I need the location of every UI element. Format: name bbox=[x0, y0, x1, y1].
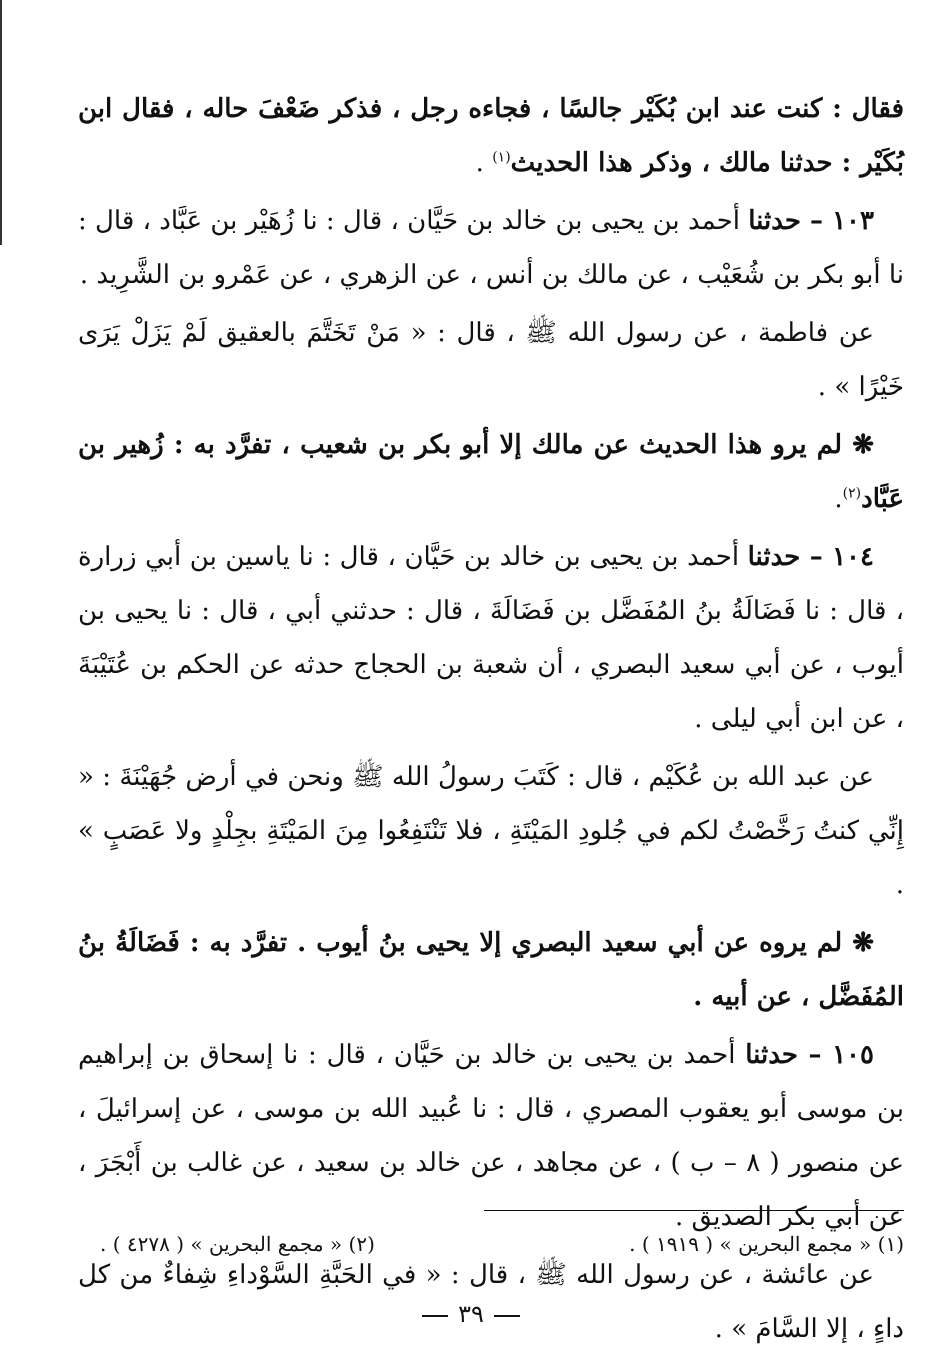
hadith-104-isnad: أحمد بن يحيى بن خالد بن حَيَّان ، قال : نا ياسين بن أبي زرارة ، قال : نا فَضَالَةُ بنُ المُفَضَّل بن فَضَالَةَ ، قال : حدثني أبي ، قال : نا يحيى بن أيوب ، عن أبي سعيد البصري ، أن شعبة بن الحجاج حدثه عن الحكم بن عُتَيْبَةَ ، عن ابن أبي ليلى . bbox=[78, 542, 904, 734]
hadith-105-matn-text: عن عائشة ، عن رسول الله ﷺ ، قال : « في الحَبَّةِ السَّوْداءِ شِفاءٌ من كل داءٍ ، إلا السَّامَ » . bbox=[78, 1260, 904, 1344]
paragraph-1-bold: فقال : كنت عند ابن بُكَيْر جالسًا ، فجاءه رجل ، فذكر ضَعْفَ حاله ، فقال ابن بُكَيْر : حدثنا مالك ، وذكر هذا الحديث bbox=[78, 94, 904, 178]
paragraph-1 bbox=[78, 82, 904, 190]
document-body bbox=[78, 82, 904, 1360]
hadith-103-number: ١٠٣ – حدثنا bbox=[748, 206, 874, 236]
comment-104 bbox=[78, 916, 904, 1024]
page-number-dash-left bbox=[422, 1315, 448, 1317]
page-number-dash-right bbox=[494, 1315, 520, 1317]
page-number: ٣٩ bbox=[458, 1300, 484, 1328]
footnote-separator bbox=[484, 1210, 904, 1211]
footnote-2: (٢) « مجمع البحرين » ( ٤٢٧٨ ) . bbox=[100, 1232, 375, 1256]
star-icon: ❋ bbox=[852, 430, 874, 460]
star-icon: ❋ bbox=[852, 928, 874, 958]
hadith-105-isnad: أحمد بن يحيى بن خالد بن حَيَّان ، قال : نا إسحاق بن إبراهيم بن موسى أبو يعقوب المصري ، قال : نا عُبيد الله بن موسى ، عن إسرائيلَ ، عن منصور ( ٨ – ب ) ، عن مجاهد ، عن خالد بن سعيد ، عن غالب بن أَبْجَرَ ، عن أبي بكر الصديق . bbox=[78, 1040, 904, 1232]
page-number-block bbox=[0, 1300, 942, 1328]
hadith-104-matn bbox=[78, 750, 904, 912]
footnote-ref-1: (١) bbox=[492, 149, 511, 166]
footnote-ref-2: (٢) bbox=[842, 485, 862, 502]
hadith-103-matn bbox=[78, 306, 904, 414]
hadith-103-matn-text: عن فاطمة ، عن رسول الله ﷺ ، قال : « مَنْ تَخَتَّمَ بالعقيق لَمْ يَزَلْ يَرَى خَيْرًا » . bbox=[78, 318, 904, 402]
comment-104-text: لم يروه عن أبي سعيد البصري إلا يحيى بنُ أيوب . تفرَّد به : فَضَالَةُ بنُ المُفَضَّل ، عن أبيه . bbox=[78, 928, 904, 1012]
scan-edge-line bbox=[0, 0, 2, 245]
hadith-104 bbox=[78, 530, 904, 746]
footnotes bbox=[100, 1232, 904, 1256]
hadith-104-matn-text: عن عبد الله بن عُكَيْم ، قال : كَتَبَ رسولُ الله ﷺ ونحن في أرض جُهَيْنَةَ : « إِنِّي كنتُ رَخَّصْتُ لكم في جُلودِ المَيْتَةِ ، فلا تَنْتَفِعُوا مِنَ المَيْتَةِ بجِلْدٍ ولا عَصَبٍ » . bbox=[78, 762, 904, 900]
footnote-1: (١) « مجمع البحرين » ( ١٩١٩ ) . bbox=[629, 1232, 904, 1256]
comment-103-text: لم يرو هذا الحديث عن مالك إلا أبو بكر بن شعيب ، تفرَّد به : زُهير بن عَبَّاد bbox=[78, 430, 904, 514]
hadith-104-number: ١٠٤ – حدثنا bbox=[747, 542, 874, 572]
paragraph-1-tail: . bbox=[475, 148, 493, 178]
hadith-105-number: ١٠٥ – حدثنا bbox=[745, 1040, 874, 1070]
comment-103 bbox=[78, 418, 904, 526]
hadith-103-isnad: أحمد بن يحيى بن خالد بن حَيَّان ، قال : نا زُهَيْر بن عَبَّاد ، قال : نا أبو بكر بن شُعَيْب ، عن مالك بن أنس ، عن الزهري ، عن عَمْرو بن الشَّرِيد . bbox=[78, 206, 904, 290]
hadith-105 bbox=[78, 1028, 904, 1244]
comment-103-tail: . bbox=[834, 484, 843, 514]
hadith-103 bbox=[78, 194, 904, 302]
